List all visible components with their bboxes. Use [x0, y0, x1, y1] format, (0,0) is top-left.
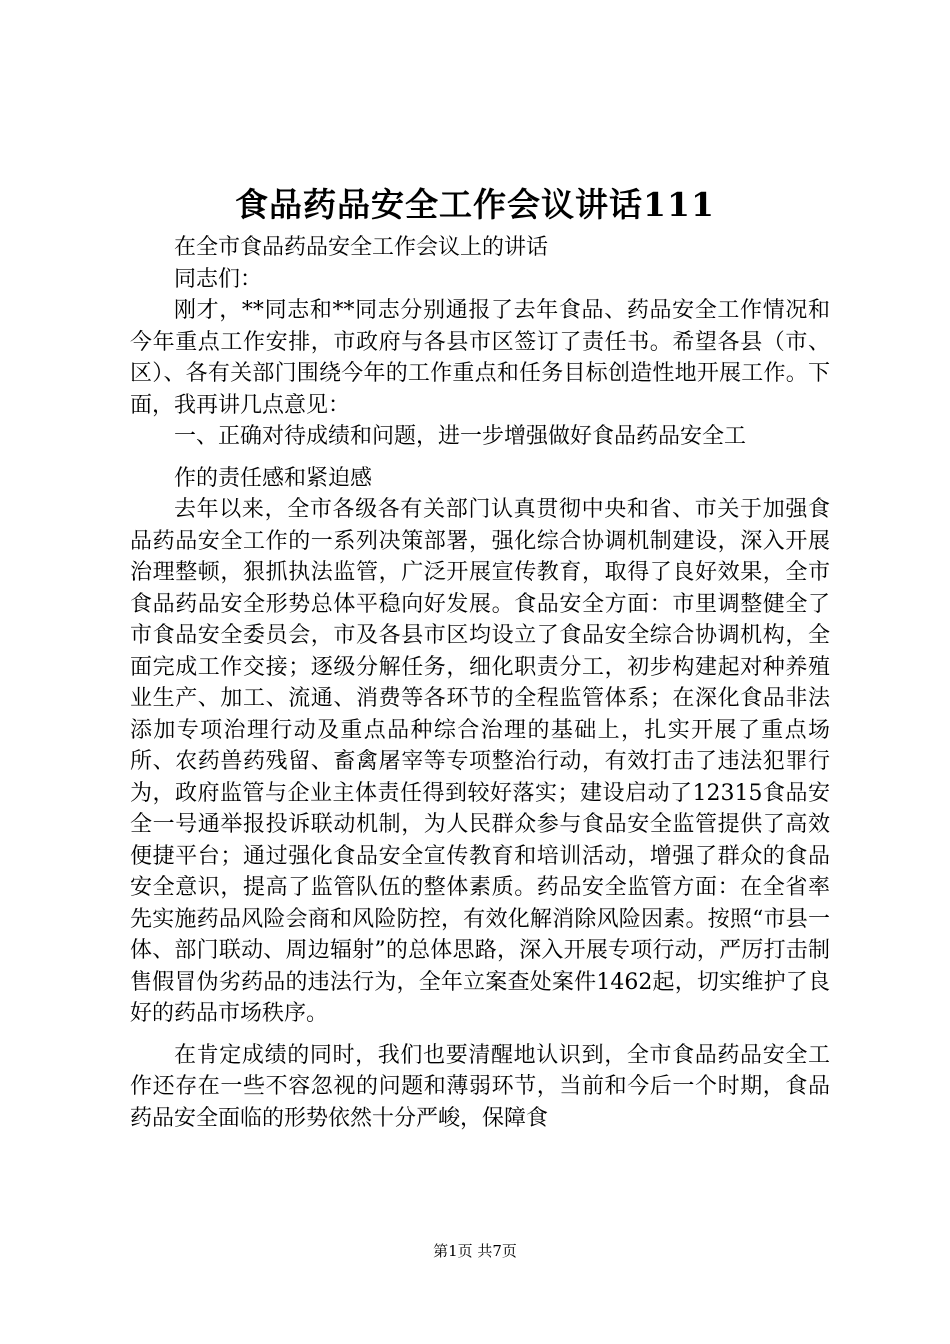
- page-number-footer: 第1页 共7页: [433, 1242, 517, 1260]
- problems-paragraph: 在肯定成绩的同时，我们也要清醒地认识到，全市食品药品安全工作还存在一些不容忽视的问题和薄弱环节，当前和今后一个时期，食品药品安全面临的形势依然十分严峻，保障食: [130, 1042, 830, 1131]
- document-body: [130, 232, 830, 1134]
- achievements-paragraph: 去年以来，全市各级各有关部门认真贯彻中央和省、市关于加强食品药品安全工作的一系列决策部署，强化综合协调机制建设，深入开展治理整顿，狠抓执法监管，广泛开展宣传教育，取得了良好效果，全市食品药品安全形势总体平稳向好发展。食品安全方面：市里调整健全了市食品安全委员会，市及各县市区均设立了食品安全综合协调机构，全面完成工作交接；逐级分解任务，细化职责分工，初步构建起对种养殖业生产、加工、流通、消费等各环节的全程监管体系；在深化食品非法添加专项治理行动及重点品种综合治理的基础上，扎实开展了重点场所、农药兽药残留、畜禽屠宰等专项整治行动，有效打击了违法犯罪行为，政府监管与企业主体责任得到较好落实；建设启动了12315食品安全一号通举报投诉联动机制，为人民群众参与食品安全监管提供了高效便捷平台；通过强化食品安全宣传教育和培训活动，增强了群众的食品安全意识，提高了监管队伍的整体素质。药品安全监管方面：在全省率先实施药品风险会商和风险防控，有效化解消除风险因素。按照“市县一体、部门联动、周边辐射”的总体思路，深入开展专项行动，严厉打击制售假冒伪劣药品的违法行为，全年立案查处案件1462起，切实维护了良好的药品市场秩序。: [130, 497, 830, 1026]
- speech-heading: 在全市食品药品安全工作会议上的讲话: [174, 235, 549, 260]
- section-heading-line-2: 作的责任感和紧迫感: [174, 465, 373, 491]
- document-title: 食品药品安全工作会议讲话111: [235, 185, 715, 224]
- section-heading-line-1: 一、正确对待成绩和问题，进一步增强做好食品药品安全工: [174, 424, 747, 449]
- salutation: 同志们：: [174, 266, 263, 292]
- intro-paragraph: 刚才，**同志和**同志分别通报了去年食品、药品安全工作情况和今年重点工作安排，市政府与各县市区签订了责任书。希望各县（市、区）、各有关部门围绕今年的工作重点和任务目标创造性地开展工作。下面，我再讲几点意见：: [130, 298, 830, 418]
